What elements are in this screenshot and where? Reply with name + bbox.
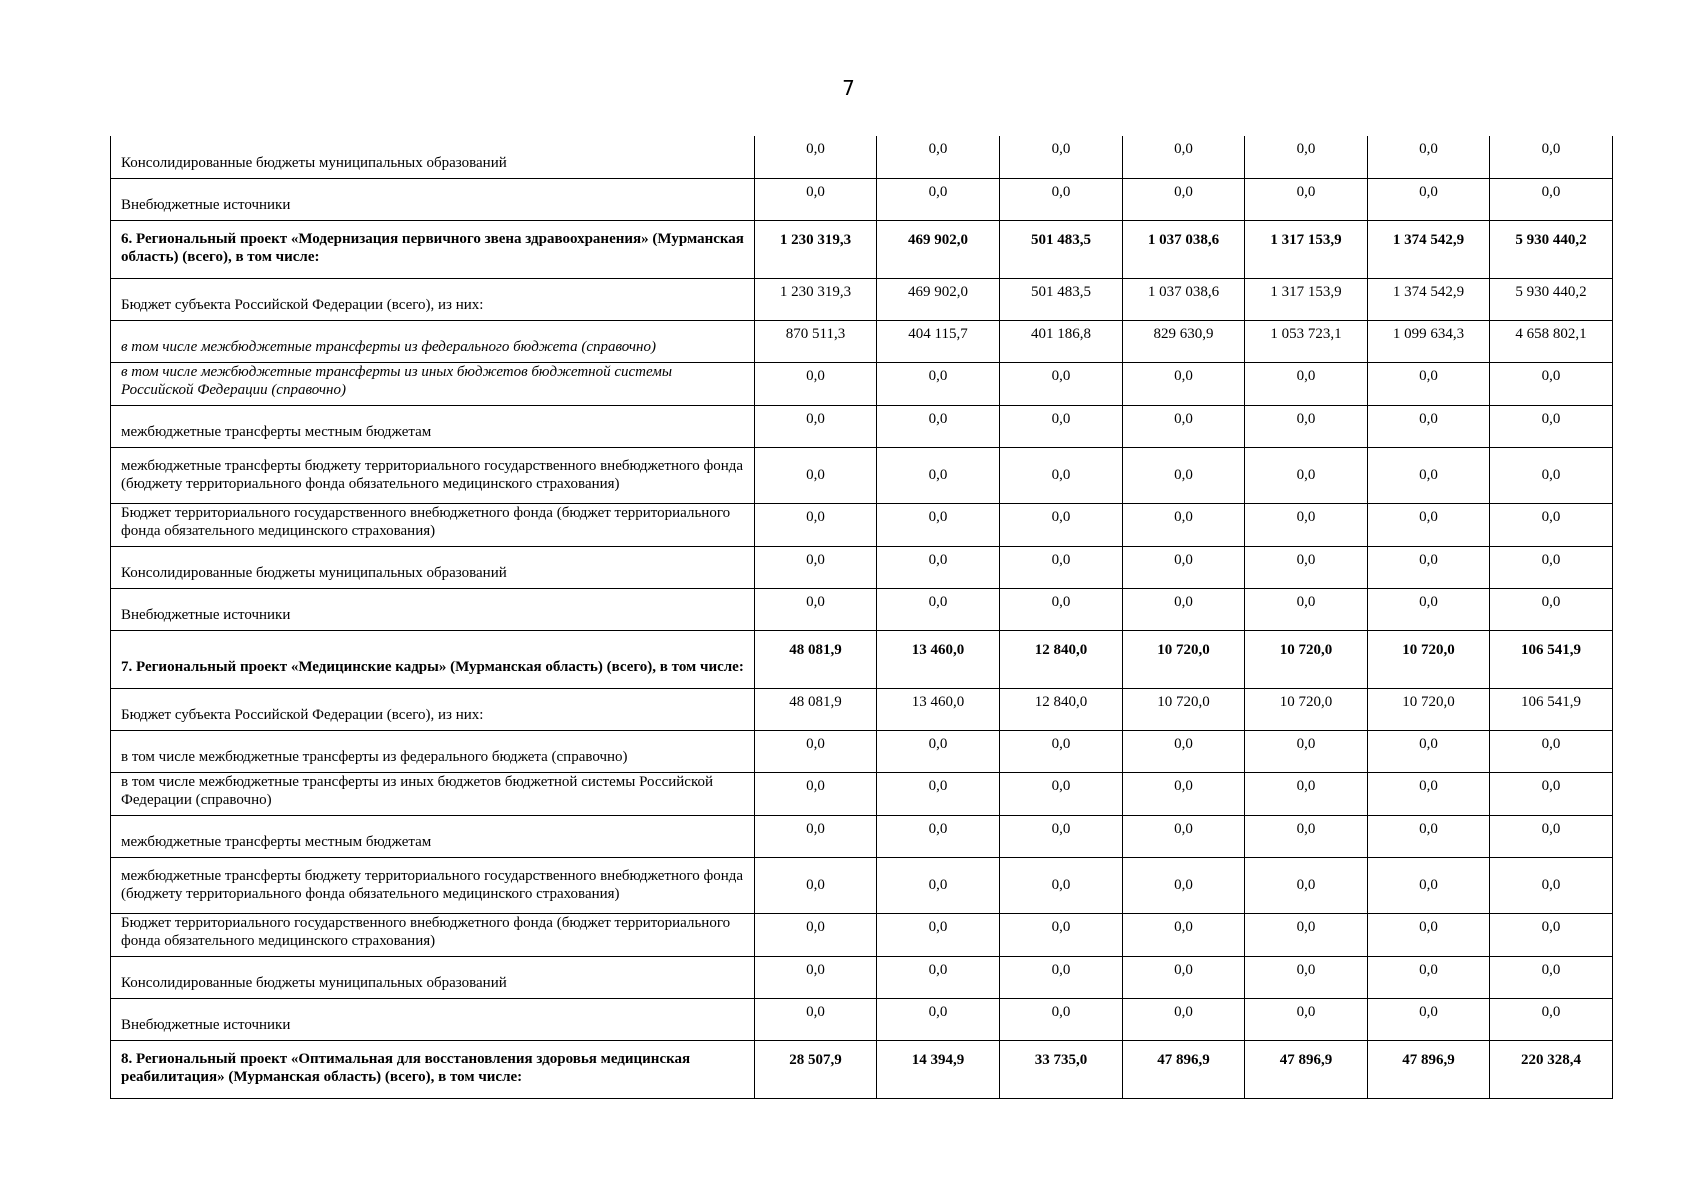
value-cell: 0,0 xyxy=(1245,857,1368,913)
value-cell: 0,0 xyxy=(755,405,877,447)
row-label: межбюджетные трансферты бюджету территориального государственного внебюджетного фонда (бюджету территориального фонда обязательного медицинского страхования) xyxy=(111,857,755,913)
table-row xyxy=(111,772,1613,815)
value-cell: 0,0 xyxy=(877,956,1000,998)
value-cell: 0,0 xyxy=(1123,405,1245,447)
value-cell: 0,0 xyxy=(1368,956,1490,998)
value-cell: 106 541,9 xyxy=(1490,688,1613,730)
value-cell: 0,0 xyxy=(1000,362,1123,405)
table-row xyxy=(111,998,1613,1040)
value-cell: 0,0 xyxy=(1000,178,1123,220)
value-cell: 12 840,0 xyxy=(1000,630,1123,688)
value-cell: 0,0 xyxy=(1368,362,1490,405)
row-label: в том числе межбюджетные трансферты из федерального бюджета (справочно) xyxy=(111,320,755,362)
table-row xyxy=(111,588,1613,630)
value-cell: 0,0 xyxy=(1368,815,1490,857)
value-cell: 0,0 xyxy=(1490,178,1613,220)
value-cell: 0,0 xyxy=(1245,405,1368,447)
value-cell: 0,0 xyxy=(877,362,1000,405)
value-cell: 0,0 xyxy=(755,815,877,857)
value-cell: 0,0 xyxy=(877,405,1000,447)
value-cell: 1 230 319,3 xyxy=(755,220,877,278)
value-cell: 0,0 xyxy=(1123,815,1245,857)
value-cell: 0,0 xyxy=(1368,503,1490,546)
value-cell: 10 720,0 xyxy=(1123,630,1245,688)
value-cell: 0,0 xyxy=(877,546,1000,588)
value-cell: 10 720,0 xyxy=(1123,688,1245,730)
value-cell: 0,0 xyxy=(1123,362,1245,405)
value-cell: 0,0 xyxy=(755,447,877,503)
value-cell: 33 735,0 xyxy=(1000,1040,1123,1098)
value-cell: 0,0 xyxy=(1490,588,1613,630)
value-cell: 0,0 xyxy=(755,362,877,405)
value-cell: 0,0 xyxy=(877,136,1000,178)
value-cell: 469 902,0 xyxy=(877,278,1000,320)
value-cell: 1 099 634,3 xyxy=(1368,320,1490,362)
value-cell: 0,0 xyxy=(1490,956,1613,998)
value-cell: 1 317 153,9 xyxy=(1245,278,1368,320)
table-row xyxy=(111,362,1613,405)
value-cell: 1 374 542,9 xyxy=(1368,220,1490,278)
value-cell: 0,0 xyxy=(1490,913,1613,956)
value-cell: 0,0 xyxy=(877,447,1000,503)
value-cell: 1 317 153,9 xyxy=(1245,220,1368,278)
table-row xyxy=(111,630,1613,688)
value-cell: 469 902,0 xyxy=(877,220,1000,278)
table-row xyxy=(111,730,1613,772)
value-cell: 0,0 xyxy=(1490,772,1613,815)
row-label: Консолидированные бюджеты муниципальных образований xyxy=(111,546,755,588)
row-label: межбюджетные трансферты местным бюджетам xyxy=(111,405,755,447)
value-cell: 47 896,9 xyxy=(1245,1040,1368,1098)
value-cell: 0,0 xyxy=(1000,857,1123,913)
value-cell: 0,0 xyxy=(1000,998,1123,1040)
value-cell: 0,0 xyxy=(1490,730,1613,772)
value-cell: 0,0 xyxy=(1000,503,1123,546)
value-cell: 0,0 xyxy=(1245,178,1368,220)
value-cell: 48 081,9 xyxy=(755,630,877,688)
row-label: 7. Региональный проект «Медицинские кадры» (Мурманская область) (всего), в том числе: xyxy=(111,630,755,688)
value-cell: 404 115,7 xyxy=(877,320,1000,362)
value-cell: 0,0 xyxy=(877,588,1000,630)
value-cell: 0,0 xyxy=(1490,998,1613,1040)
value-cell: 0,0 xyxy=(1490,136,1613,178)
row-label: Внебюджетные источники xyxy=(111,588,755,630)
row-label: в том числе межбюджетные трансферты из иных бюджетов бюджетной системы Российской Федерации (справочно) xyxy=(111,362,755,405)
row-label: 8. Региональный проект «Оптимальная для восстановления здоровья медицинская реабилитация» (Мурманская область) (всего), в том числе: xyxy=(111,1040,755,1098)
value-cell: 0,0 xyxy=(877,998,1000,1040)
value-cell: 0,0 xyxy=(877,178,1000,220)
table-row xyxy=(111,857,1613,913)
value-cell: 0,0 xyxy=(877,857,1000,913)
value-cell: 401 186,8 xyxy=(1000,320,1123,362)
value-cell: 0,0 xyxy=(1000,136,1123,178)
value-cell: 0,0 xyxy=(877,913,1000,956)
table-row xyxy=(111,956,1613,998)
value-cell: 0,0 xyxy=(1123,913,1245,956)
value-cell: 0,0 xyxy=(1490,857,1613,913)
value-cell: 0,0 xyxy=(755,998,877,1040)
table-row xyxy=(111,405,1613,447)
table-row xyxy=(111,220,1613,278)
table-row xyxy=(111,320,1613,362)
value-cell: 0,0 xyxy=(1000,730,1123,772)
value-cell: 0,0 xyxy=(755,546,877,588)
value-cell: 0,0 xyxy=(1245,913,1368,956)
value-cell: 0,0 xyxy=(1245,730,1368,772)
value-cell: 0,0 xyxy=(755,730,877,772)
value-cell: 0,0 xyxy=(1490,362,1613,405)
value-cell: 0,0 xyxy=(1000,447,1123,503)
value-cell: 12 840,0 xyxy=(1000,688,1123,730)
value-cell: 0,0 xyxy=(1000,546,1123,588)
value-cell: 0,0 xyxy=(1245,772,1368,815)
value-cell: 0,0 xyxy=(1123,730,1245,772)
value-cell: 0,0 xyxy=(1123,956,1245,998)
value-cell: 0,0 xyxy=(1123,546,1245,588)
table-row xyxy=(111,913,1613,956)
value-cell: 0,0 xyxy=(1368,588,1490,630)
value-cell: 0,0 xyxy=(1368,447,1490,503)
table-row xyxy=(111,503,1613,546)
value-cell: 0,0 xyxy=(1000,405,1123,447)
value-cell: 0,0 xyxy=(755,772,877,815)
table-row xyxy=(111,178,1613,220)
value-cell: 829 630,9 xyxy=(1123,320,1245,362)
value-cell: 13 460,0 xyxy=(877,630,1000,688)
value-cell: 0,0 xyxy=(1490,546,1613,588)
value-cell: 10 720,0 xyxy=(1245,630,1368,688)
budget-table xyxy=(110,136,1613,1099)
value-cell: 0,0 xyxy=(1245,956,1368,998)
value-cell: 47 896,9 xyxy=(1123,1040,1245,1098)
value-cell: 0,0 xyxy=(1245,546,1368,588)
value-cell: 0,0 xyxy=(1123,136,1245,178)
value-cell: 0,0 xyxy=(1245,362,1368,405)
value-cell: 0,0 xyxy=(1368,857,1490,913)
value-cell: 0,0 xyxy=(1368,405,1490,447)
value-cell: 220 328,4 xyxy=(1490,1040,1613,1098)
table-row xyxy=(111,688,1613,730)
value-cell: 48 081,9 xyxy=(755,688,877,730)
value-cell: 0,0 xyxy=(1245,503,1368,546)
value-cell: 0,0 xyxy=(755,956,877,998)
table-body xyxy=(111,136,1613,1098)
value-cell: 0,0 xyxy=(1123,998,1245,1040)
value-cell: 10 720,0 xyxy=(1368,688,1490,730)
value-cell: 0,0 xyxy=(877,730,1000,772)
row-label: Бюджет территориального государственного внебюджетного фонда (бюджет территориального фонда обязательного медицинского страхования) xyxy=(111,503,755,546)
value-cell: 14 394,9 xyxy=(877,1040,1000,1098)
value-cell: 4 658 802,1 xyxy=(1490,320,1613,362)
value-cell: 0,0 xyxy=(1000,815,1123,857)
value-cell: 106 541,9 xyxy=(1490,630,1613,688)
value-cell: 0,0 xyxy=(1123,503,1245,546)
row-label: межбюджетные трансферты местным бюджетам xyxy=(111,815,755,857)
value-cell: 0,0 xyxy=(1123,772,1245,815)
value-cell: 0,0 xyxy=(1368,998,1490,1040)
value-cell: 0,0 xyxy=(1368,136,1490,178)
value-cell: 0,0 xyxy=(1123,447,1245,503)
table-row xyxy=(111,278,1613,320)
table-row xyxy=(111,815,1613,857)
value-cell: 0,0 xyxy=(755,178,877,220)
value-cell: 0,0 xyxy=(1123,857,1245,913)
value-cell: 0,0 xyxy=(1000,772,1123,815)
table-row xyxy=(111,136,1613,178)
value-cell: 1 230 319,3 xyxy=(755,278,877,320)
value-cell: 0,0 xyxy=(1245,815,1368,857)
table-row xyxy=(111,447,1613,503)
value-cell: 0,0 xyxy=(1000,588,1123,630)
row-label: Бюджет субъекта Российской Федерации (всего), из них: xyxy=(111,688,755,730)
value-cell: 47 896,9 xyxy=(1368,1040,1490,1098)
row-label: Бюджет территориального государственного внебюджетного фонда (бюджет территориального фонда обязательного медицинского страхования) xyxy=(111,913,755,956)
value-cell: 0,0 xyxy=(1000,956,1123,998)
value-cell: 0,0 xyxy=(877,772,1000,815)
row-label: Внебюджетные источники xyxy=(111,998,755,1040)
value-cell: 501 483,5 xyxy=(1000,278,1123,320)
value-cell: 0,0 xyxy=(1245,998,1368,1040)
value-cell: 0,0 xyxy=(1368,730,1490,772)
value-cell: 0,0 xyxy=(1368,546,1490,588)
value-cell: 1 037 038,6 xyxy=(1123,278,1245,320)
value-cell: 0,0 xyxy=(1490,405,1613,447)
value-cell: 5 930 440,2 xyxy=(1490,220,1613,278)
value-cell: 0,0 xyxy=(1490,815,1613,857)
value-cell: 0,0 xyxy=(1490,503,1613,546)
row-label: в том числе межбюджетные трансферты из федерального бюджета (справочно) xyxy=(111,730,755,772)
value-cell: 0,0 xyxy=(755,588,877,630)
value-cell: 0,0 xyxy=(755,857,877,913)
value-cell: 28 507,9 xyxy=(755,1040,877,1098)
table-row xyxy=(111,546,1613,588)
value-cell: 0,0 xyxy=(1368,772,1490,815)
value-cell: 0,0 xyxy=(877,815,1000,857)
value-cell: 0,0 xyxy=(1245,447,1368,503)
value-cell: 870 511,3 xyxy=(755,320,877,362)
page-number: 7 xyxy=(842,76,855,100)
row-label: Консолидированные бюджеты муниципальных образований xyxy=(111,136,755,178)
value-cell: 1 037 038,6 xyxy=(1123,220,1245,278)
value-cell: 0,0 xyxy=(755,913,877,956)
value-cell: 0,0 xyxy=(1245,588,1368,630)
value-cell: 0,0 xyxy=(755,136,877,178)
row-label: в том числе межбюджетные трансферты из иных бюджетов бюджетной системы Российской Федерации (справочно) xyxy=(111,772,755,815)
value-cell: 0,0 xyxy=(1123,588,1245,630)
value-cell: 0,0 xyxy=(755,503,877,546)
value-cell: 0,0 xyxy=(1490,447,1613,503)
value-cell: 0,0 xyxy=(877,503,1000,546)
row-label: межбюджетные трансферты бюджету территориального государственного внебюджетного фонда (бюджету территориального фонда обязательного медицинского страхования) xyxy=(111,447,755,503)
value-cell: 0,0 xyxy=(1245,136,1368,178)
value-cell: 0,0 xyxy=(1000,913,1123,956)
value-cell: 5 930 440,2 xyxy=(1490,278,1613,320)
value-cell: 10 720,0 xyxy=(1368,630,1490,688)
table-row xyxy=(111,1040,1613,1098)
row-label: Консолидированные бюджеты муниципальных образований xyxy=(111,956,755,998)
value-cell: 0,0 xyxy=(1368,178,1490,220)
value-cell: 0,0 xyxy=(1368,913,1490,956)
value-cell: 13 460,0 xyxy=(877,688,1000,730)
row-label: 6. Региональный проект «Модернизация первичного звена здравоохранения» (Мурманская область) (всего), в том числе: xyxy=(111,220,755,278)
value-cell: 10 720,0 xyxy=(1245,688,1368,730)
row-label: Бюджет субъекта Российской Федерации (всего), из них: xyxy=(111,278,755,320)
value-cell: 1 374 542,9 xyxy=(1368,278,1490,320)
value-cell: 501 483,5 xyxy=(1000,220,1123,278)
value-cell: 1 053 723,1 xyxy=(1245,320,1368,362)
value-cell: 0,0 xyxy=(1123,178,1245,220)
row-label: Внебюджетные источники xyxy=(111,178,755,220)
